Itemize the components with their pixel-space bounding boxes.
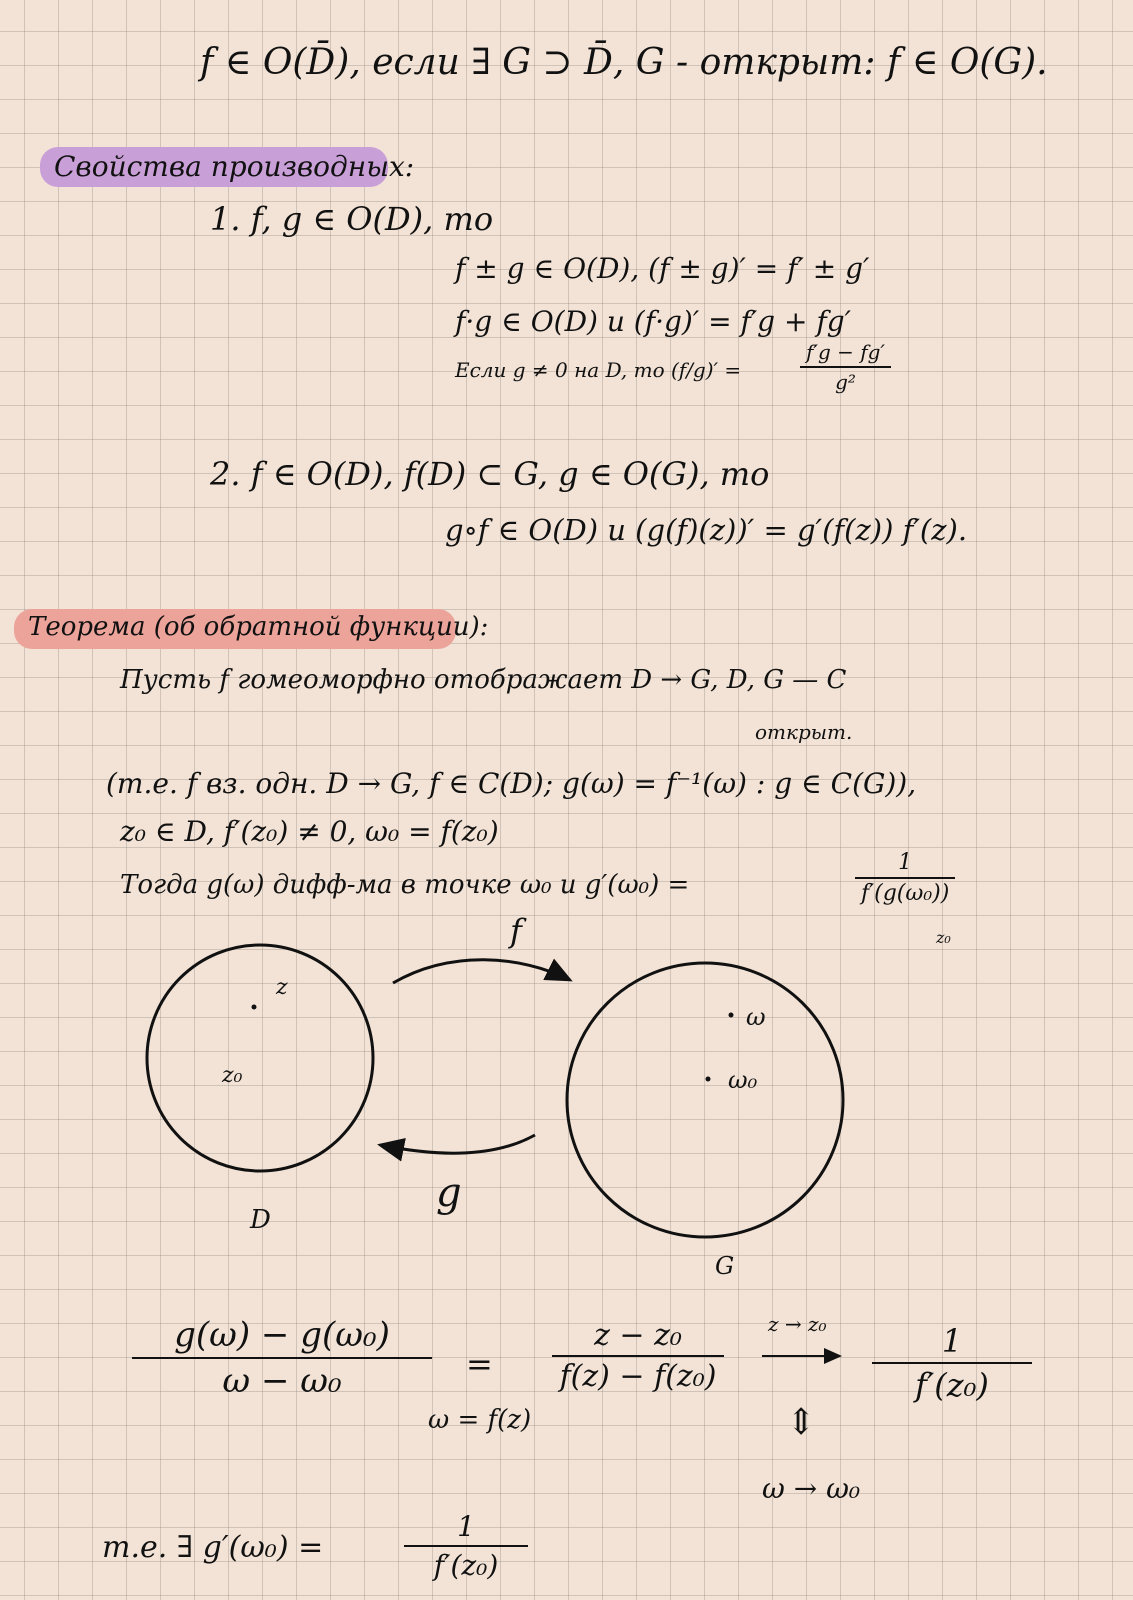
conclusion-numerator: 1 — [404, 1510, 528, 1547]
property-1-line-1: f ± g ∈ O(D), (f ± g)′ = f′ ± g′ — [455, 252, 870, 285]
limit-arrow-label: z → z₀ — [768, 1312, 827, 1336]
map-g-label: g — [436, 1170, 462, 1216]
difference-quotient-numerator: g(ω) − g(ω₀) — [132, 1315, 432, 1359]
quotient-rule-numerator: f′g − fg′ — [800, 340, 891, 368]
theorem-line-2: (т.е. f вз. одн. D → G, f ∈ C(D); g(ω) = f⁻¹(ω) : g ∈ C(G)), — [106, 767, 917, 800]
substituted-numerator: z − z₀ — [552, 1318, 724, 1357]
property-1-line-2: f·g ∈ O(D) и (f·g)′ = f′g + fg′ — [455, 305, 852, 338]
theorem-line-1-note: открыт. — [755, 720, 853, 744]
theorem-title: Теорема (об обратной функции): — [28, 612, 489, 642]
property-2-head: 2. f ∈ O(D), f(D) ⊂ G, g ∈ O(G), то — [210, 455, 770, 493]
difference-quotient-denominator: ω − ω₀ — [222, 1361, 342, 1401]
inverse-derivative-denominator: f′(g(ω₀)) — [861, 881, 950, 906]
theorem-line-1: Пусть f гомеоморфно отображает D → G, D, G — C — [120, 665, 847, 695]
point-z-dot — [252, 1005, 257, 1010]
difference-quotient-fraction — [132, 1315, 432, 1401]
conclusion-line: т.е. ∃ g′(ω₀) = — [102, 1530, 324, 1565]
inverse-derivative-underbrace-label: z₀ — [936, 928, 951, 947]
substituted-fraction — [552, 1318, 724, 1394]
equivalence-arrow: ⇕ — [786, 1402, 817, 1443]
limit-result-fraction — [872, 1322, 1032, 1404]
arrow-f — [393, 960, 570, 983]
point-w0-label: ω₀ — [728, 1066, 758, 1094]
point-z0-label: z₀ — [222, 1063, 243, 1088]
set-g-label: G — [715, 1252, 735, 1280]
point-z-label: z — [276, 975, 288, 1000]
point-w-dot — [729, 1013, 734, 1018]
substituted-denominator: f(z) − f(z₀) — [559, 1359, 717, 1394]
limit-omega-condition: ω → ω₀ — [762, 1472, 861, 1505]
conclusion-fraction — [404, 1510, 528, 1582]
map-f-label: f — [510, 912, 522, 950]
theorem-line-3: z₀ ∈ D, f′(z₀) ≠ 0, ω₀ = f(z₀) — [120, 815, 499, 848]
property-2-line-1: g∘f ∈ O(D) и (g(f)(z))′ = g′(f(z)) f′(z). — [445, 513, 968, 547]
section-title-derivatives: Свойства производных: — [54, 150, 415, 183]
point-w-label: ω — [746, 1003, 766, 1031]
definition-line: f ∈ O(D̄), если ∃ G ⊃ D̄, G - открыт: f ∈ O(G). — [200, 42, 1048, 83]
inverse-derivative-numerator: 1 — [855, 850, 955, 879]
limit-result-numerator: 1 — [872, 1322, 1032, 1364]
limit-result-denominator: f′(z₀) — [915, 1366, 989, 1404]
conclusion-denominator: f′(z₀) — [433, 1549, 499, 1582]
formula-equals: = — [466, 1345, 493, 1383]
formula-substitution: ω = f(z) — [428, 1405, 532, 1435]
point-w0-dot — [706, 1077, 711, 1082]
property-1-head: 1. f, g ∈ O(D), то — [210, 200, 494, 238]
arrow-g — [380, 1135, 535, 1153]
property-1-line-3: Если g ≠ 0 на D, то (f/g)′ = — [455, 358, 742, 382]
theorem-line-4: Тогда g(ω) дифф-ма в точке ω₀ и g′(ω₀) = — [120, 870, 690, 900]
domain-g-circle — [567, 963, 843, 1237]
set-d-label: D — [250, 1205, 271, 1235]
quotient-rule-denominator: g² — [835, 370, 856, 394]
domain-d-circle — [147, 945, 373, 1171]
